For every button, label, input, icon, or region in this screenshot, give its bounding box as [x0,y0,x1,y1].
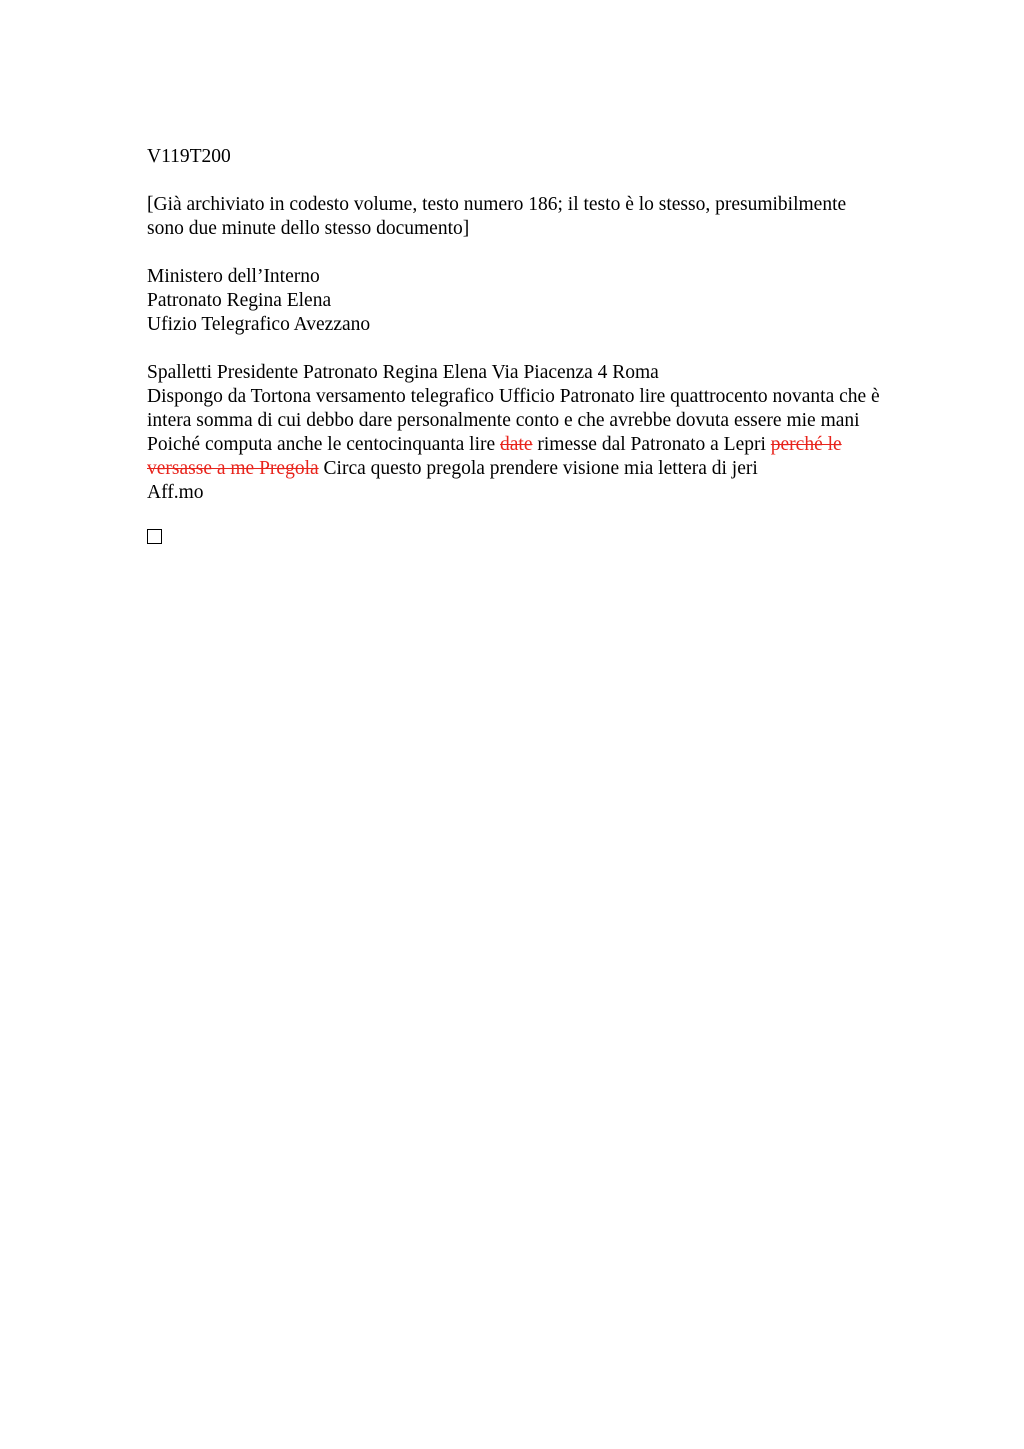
telegram-line-3-text-b: rimesse dal Patronato a Lepri [532,434,771,455]
empty-checkbox-icon[interactable] [147,529,162,544]
archive-note-line-1: [Già archiviato in codesto volume, testo numero 186; il testo è lo stesso, presumibilmente [147,194,847,215]
document-id: V119T200 [147,146,231,167]
telegram-addressee: Spalletti Presidente Patronato Regina Elena Via Piacenza 4 Roma [147,362,659,383]
telegram-line-2: intera somma di cui debbo dare personalmente conto e che avrebbe dovuta essere mie mani [147,410,860,431]
deleted-word-date: date [500,434,533,455]
deleted-text-perche-le: perché le [770,434,842,455]
header-ministry: Ministero dell’Interno [147,266,320,287]
deleted-text-versasse: versasse a me Pregola [147,458,319,479]
document-page [147,145,947,544]
telegram-line-1: Dispongo da Tortona versamento telegrafico Ufficio Patronato lire quattrocento novanta che è [147,386,880,407]
telegram-line-3 [147,433,947,457]
telegram-signature: Aff.mo [147,482,204,503]
telegram-body [147,361,947,505]
letter-header [147,265,947,337]
header-telegraph-office: Ufizio Telegrafico Avezzano [147,314,371,335]
archive-note-line-2: sono due minute dello stesso documento] [147,218,470,239]
archive-note [147,193,947,241]
header-patronato: Patronato Regina Elena [147,290,332,311]
telegram-line-3-text-a: Poiché computa anche le centocinquanta lire [147,434,501,455]
telegram-line-4 [147,457,947,481]
document-id-block [147,145,947,169]
telegram-line-4-text: Circa questo pregola prendere visione mia lettera di jeri [318,458,758,479]
